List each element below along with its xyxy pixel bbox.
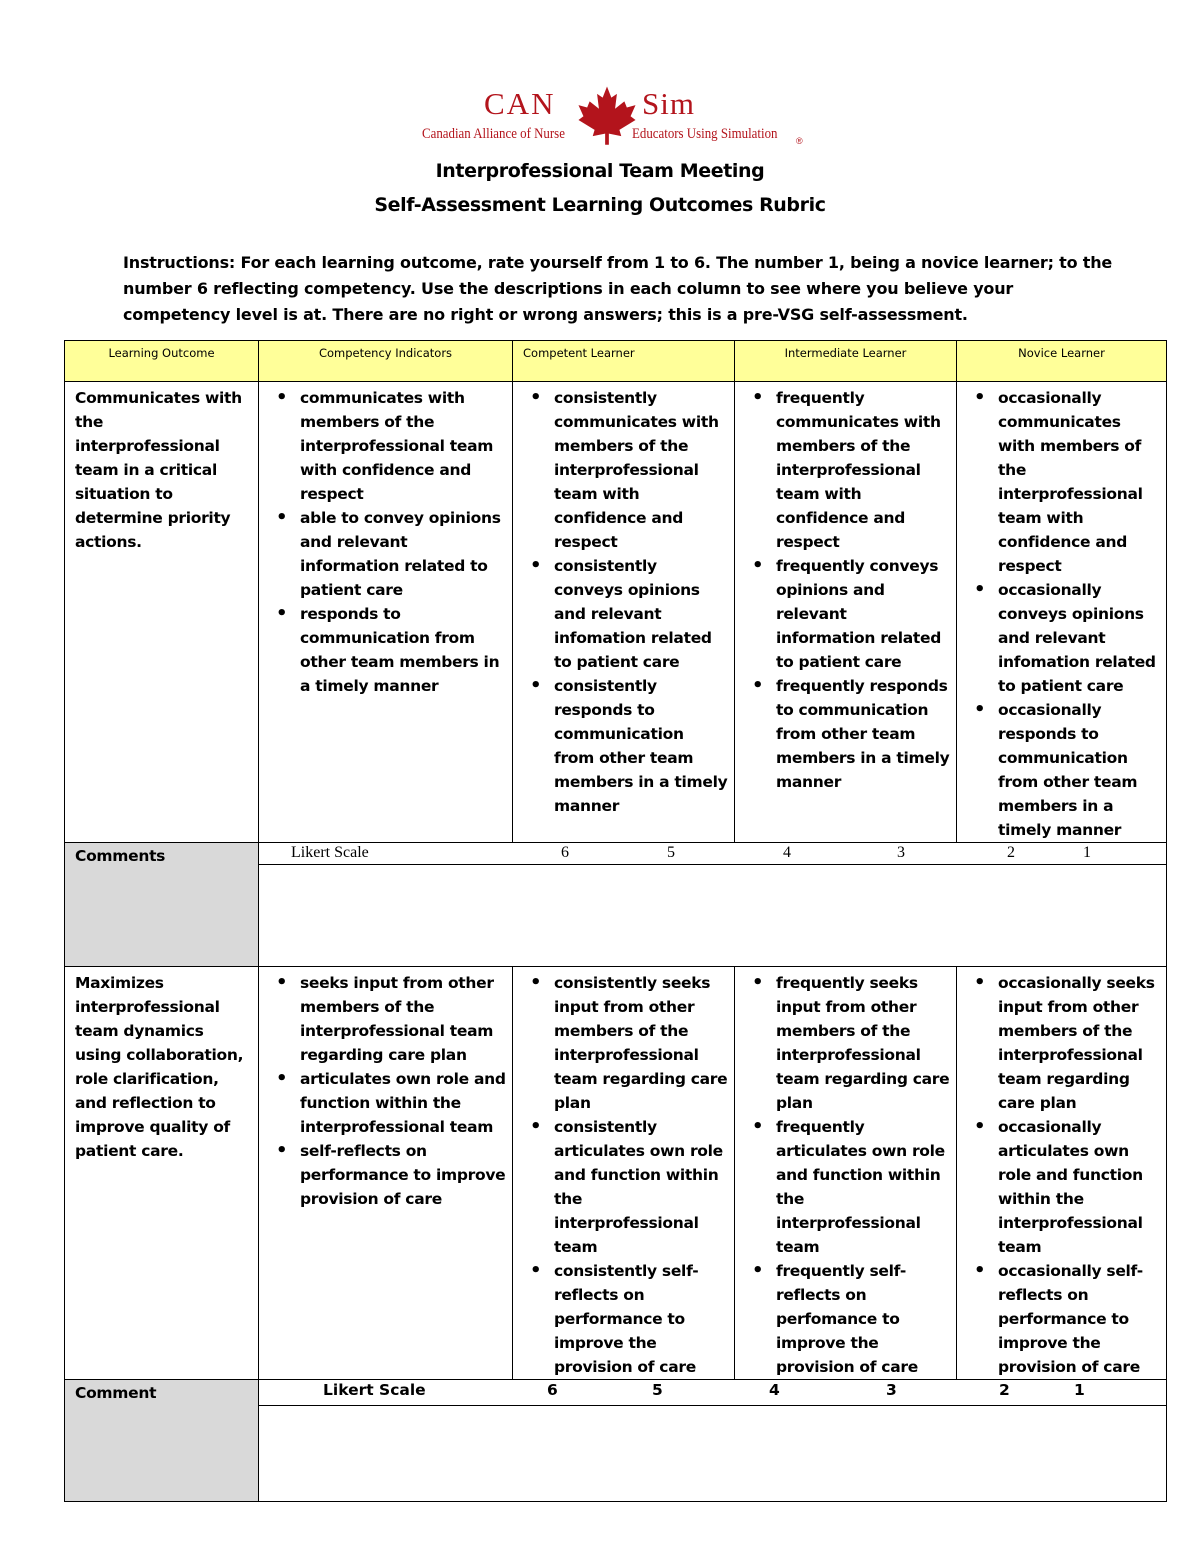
comments-label: Comments [65, 843, 259, 967]
comments-label: Comment [65, 1380, 259, 1502]
likert-value-4[interactable]: 4 [783, 844, 791, 861]
likert-value-1[interactable]: 1 [1074, 1381, 1085, 1399]
logo-can-text: CAN [484, 86, 556, 121]
novice-learner-cell [957, 382, 1167, 843]
header-novice-learner: Novice Learner [957, 341, 1167, 382]
comments-row [65, 1380, 1167, 1502]
likert-value-3[interactable]: 3 [886, 1381, 897, 1399]
header-intermediate-learner: Intermediate Learner [735, 341, 957, 382]
list-item: • frequently self-reflects on perfomance to improve the provision of care [749, 1259, 950, 1379]
header-competent-learner: Competent Learner [513, 341, 735, 382]
likert-label: Likert Scale [291, 844, 369, 861]
list-item: • occasionally conveys opinions and relevant infomation related to patient care [971, 578, 1160, 698]
likert-value-2[interactable]: 2 [999, 1381, 1010, 1399]
list-item: • occasionally communicates with members of the interprofessional team with confidence and respect [971, 386, 1160, 578]
list-item: • occasionally responds to communication from other team members in a timely manner [971, 698, 1160, 842]
competency-indicators-cell [259, 967, 513, 1380]
logo-subtitle-left: Canadian Alliance of Nurse [422, 126, 565, 142]
list-item: • frequently conveys opinions and relevant information related to patient care [749, 554, 950, 674]
likert-value-1[interactable]: 1 [1083, 844, 1091, 861]
likert-scale [259, 843, 1166, 865]
likert-value-4[interactable]: 4 [769, 1381, 780, 1399]
learning-outcome-cell: Maximizes interprofessional team dynamics using collaboration, role clarification, and reflection to improve quality of patient care. [65, 967, 259, 1380]
list-item: • consistently responds to communication from other team members in a timely manner [527, 674, 728, 818]
list-item: • self-reflects on performance to improve provision of care [273, 1139, 506, 1211]
header-learning-outcome: Learning Outcome [65, 341, 259, 382]
header-competency-indicators: Competency Indicators [259, 341, 513, 382]
table-row [65, 382, 1167, 843]
comments-cell[interactable] [259, 1380, 1167, 1502]
list-item: • communicates with members of the interprofessional team with confidence and respect [273, 386, 506, 506]
list-item: • able to convey opinions and relevant information related to patient care [273, 506, 506, 602]
likert-value-6[interactable]: 6 [561, 844, 569, 861]
comments-row [65, 843, 1167, 967]
likert-value-5[interactable]: 5 [652, 1381, 663, 1399]
cansim-logo [420, 84, 810, 156]
list-item: • consistently communicates with members of the interprofessional team with confidence and respect [527, 386, 728, 554]
novice-learner-cell [957, 967, 1167, 1380]
competent-learner-cell [513, 967, 735, 1380]
comments-cell[interactable] [259, 843, 1167, 967]
list-item: • occasionally articulates own role and function within the interprofessional team [971, 1115, 1160, 1259]
list-item: • frequently communicates with members of the interprofessional team with confidence and respect [749, 386, 950, 554]
list-item: • occasionally self-reflects on performance to improve the provision of care [971, 1259, 1160, 1379]
list-item: • consistently articulates own role and function within the interprofessional team [527, 1115, 728, 1259]
list-item: • frequently seeks input from other members of the interprofessional team regarding care plan [749, 971, 950, 1115]
competent-learner-cell [513, 382, 735, 843]
list-item: • occasionally seeks input from other members of the interprofessional team regarding care plan [971, 971, 1160, 1115]
list-item: • consistently seeks input from other members of the interprofessional team regarding care plan [527, 971, 728, 1115]
table-header-row [65, 341, 1167, 382]
learning-outcome-cell: Communicates with the interprofessional team in a critical situation to determine priority actions. [65, 382, 259, 843]
table-row [65, 967, 1167, 1380]
logo-subtitle-right: Educators Using Simulation [632, 126, 778, 142]
likert-label: Likert Scale [323, 1381, 426, 1399]
rubric-table [64, 340, 1167, 1502]
list-item: • seeks input from other members of the interprofessional team regarding care plan [273, 971, 506, 1067]
document-subtitle: Self-Assessment Learning Outcomes Rubric [374, 194, 826, 216]
list-item: • consistently conveys opinions and relevant infomation related to patient care [527, 554, 728, 674]
likert-value-5[interactable]: 5 [667, 844, 675, 861]
list-item: • frequently articulates own role and function within the interprofessional team [749, 1115, 950, 1259]
competency-indicators-cell [259, 382, 513, 843]
likert-value-2[interactable]: 2 [1007, 844, 1015, 861]
intermediate-learner-cell [735, 382, 957, 843]
list-item: • articulates own role and function within the interprofessional team [273, 1067, 506, 1139]
maple-leaf-icon [576, 84, 638, 146]
list-item: • frequently responds to communication from other team members in a timely manner [749, 674, 950, 794]
logo-sim-text: Sim [642, 86, 695, 121]
likert-value-3[interactable]: 3 [897, 844, 905, 861]
list-item: • responds to communication from other team members in a timely manner [273, 602, 506, 698]
document-title: Interprofessional Team Meeting [435, 160, 765, 182]
intermediate-learner-cell [735, 967, 957, 1380]
likert-value-6[interactable]: 6 [547, 1381, 558, 1399]
instructions-text: Instructions: For each learning outcome, rate yourself from 1 to 6. The number 1, being a novice learner; to the number 6 reflecting competency. Use the descriptions in each column to see where you believe your competency level is at. There are no right or wrong answers; this is a pre-VSG self-assessment. [123, 253, 1113, 324]
likert-scale [259, 1380, 1166, 1406]
list-item: • consistently self-reflects on performance to improve the provision of care [527, 1259, 728, 1379]
registered-mark: ® [796, 136, 803, 146]
